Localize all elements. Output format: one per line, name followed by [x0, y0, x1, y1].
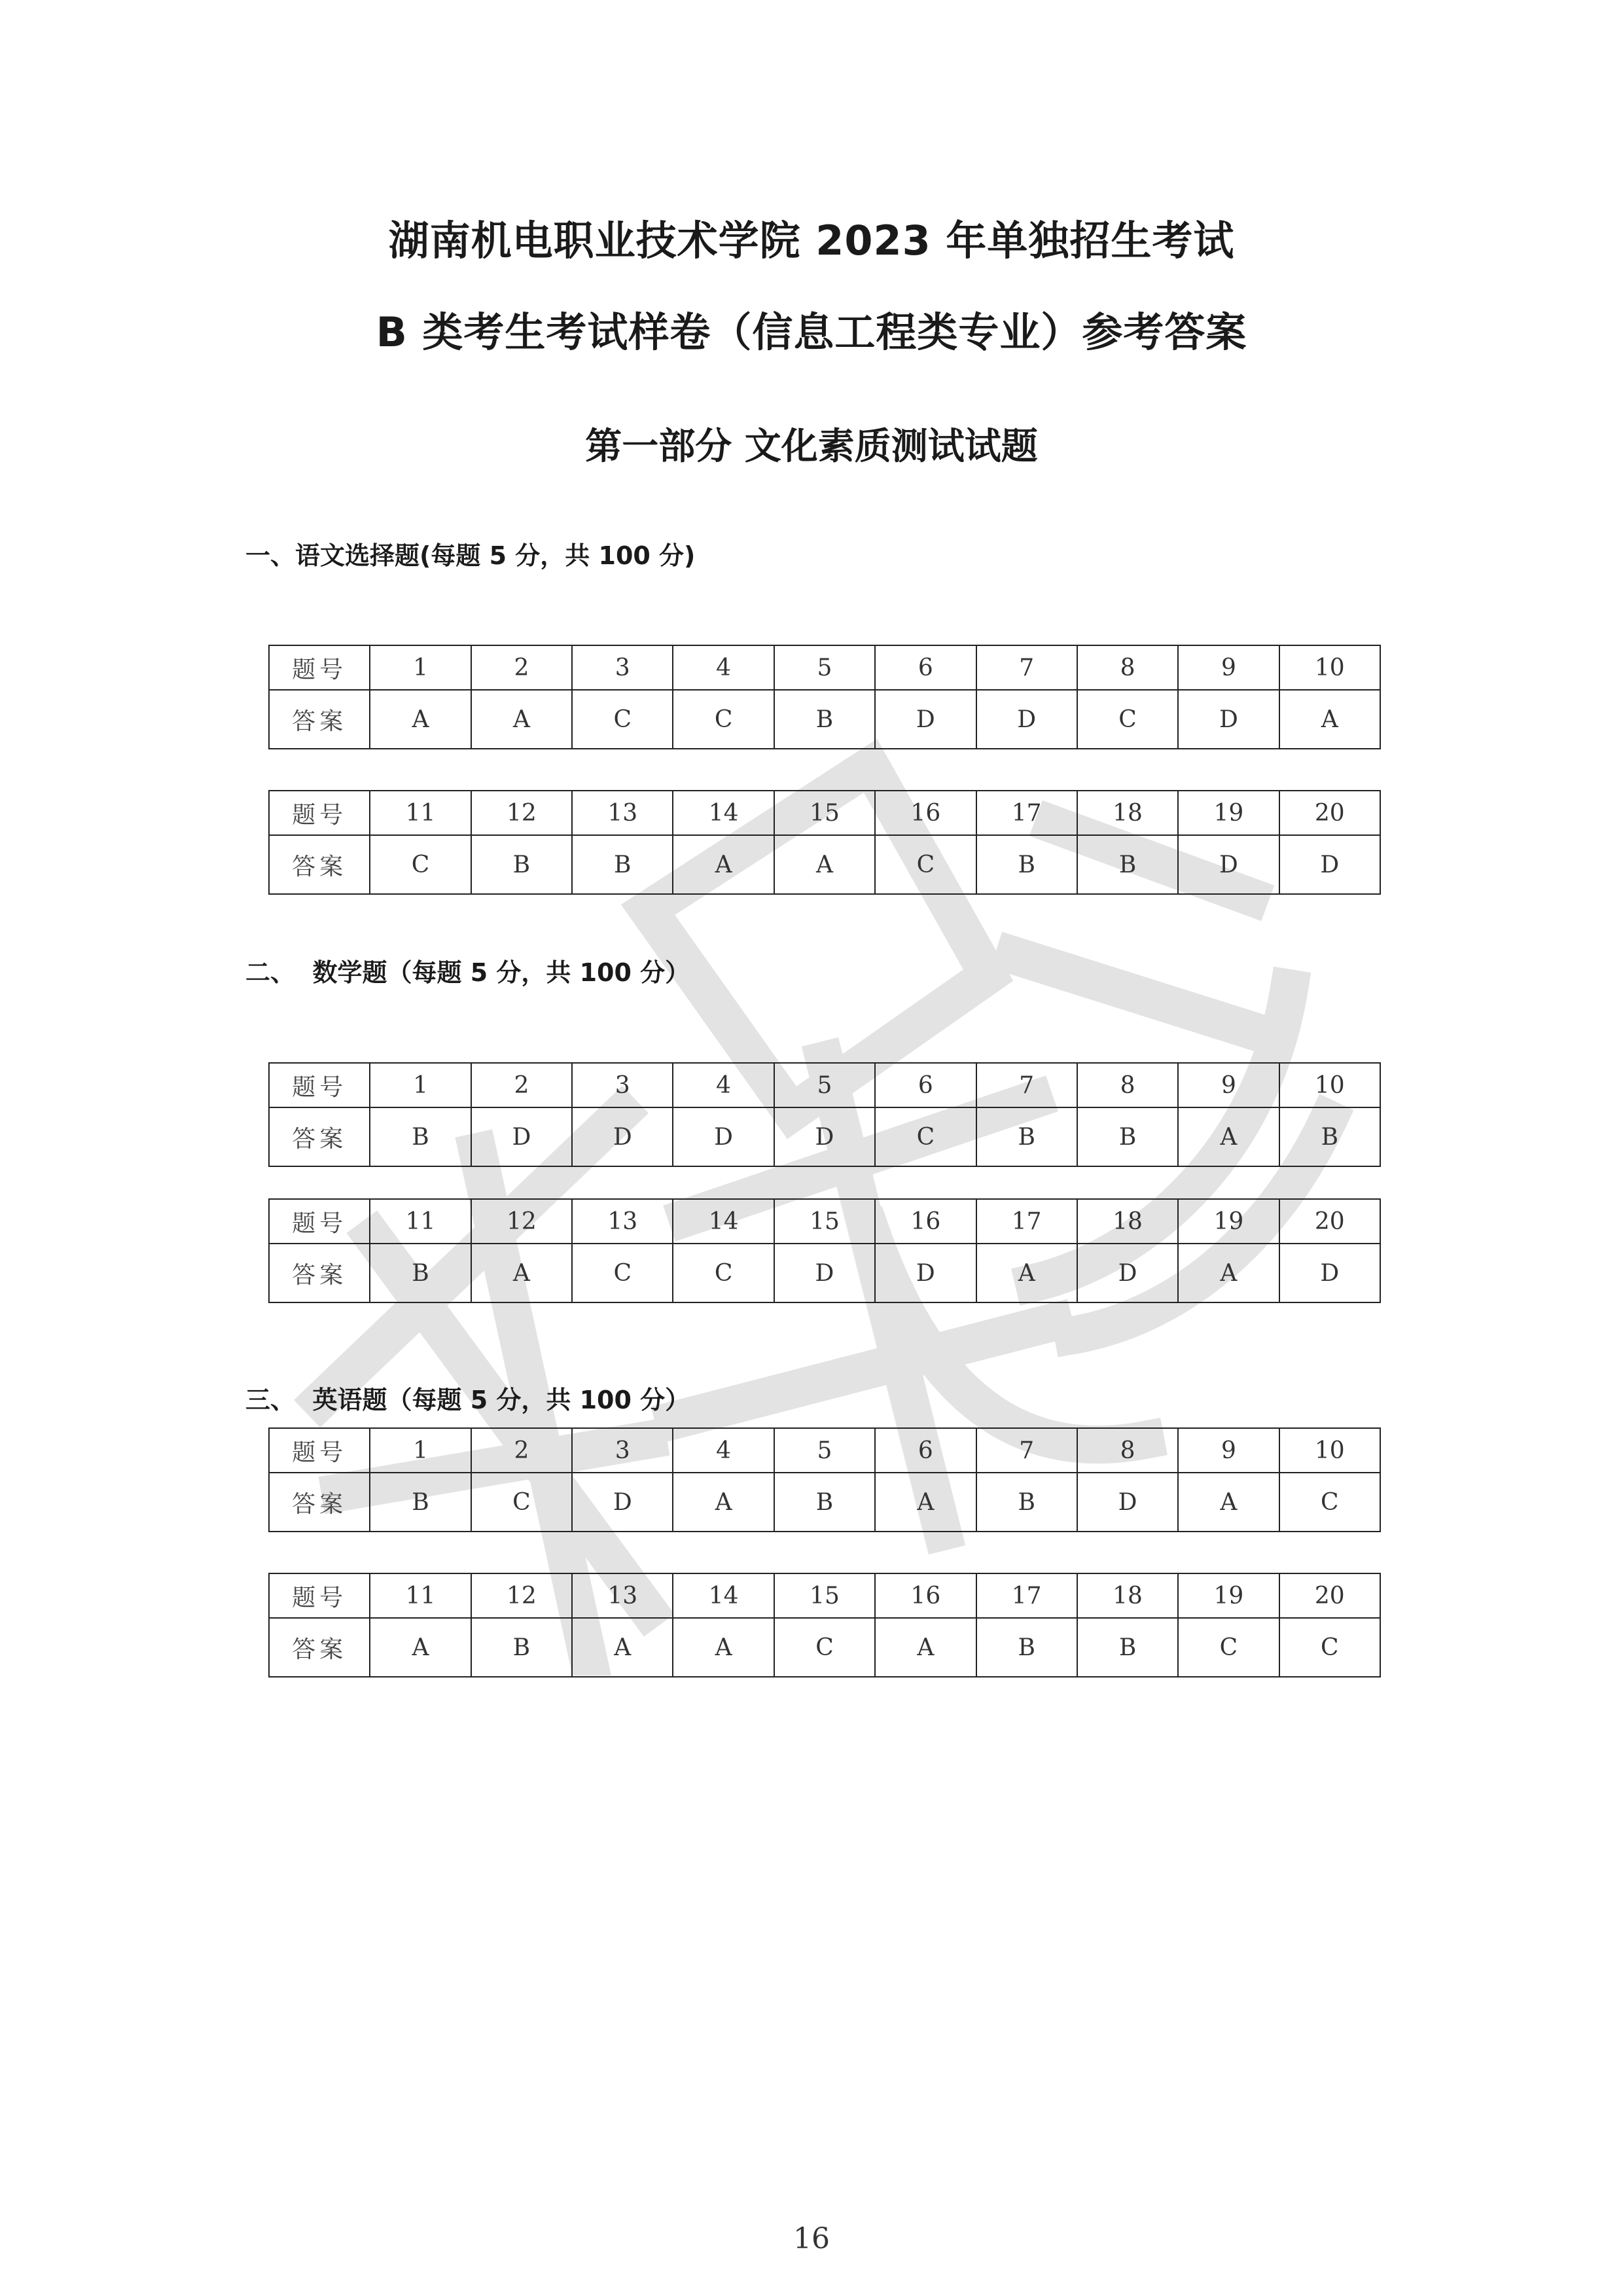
question-number-cell: 9 — [1178, 1428, 1279, 1473]
answer-cell: C — [673, 1244, 774, 1302]
question-number-cell: 17 — [976, 791, 1077, 835]
document-subtitle: B 类考生考试样卷（信息工程类专业）参考答案 — [376, 308, 1247, 356]
question-number-cell: 11 — [370, 1199, 471, 1244]
question-number-cell: 8 — [1077, 1428, 1178, 1473]
answer-row — [269, 1244, 1380, 1302]
answer-label: 答案 — [269, 1473, 370, 1532]
answer-cell: C — [572, 690, 673, 749]
question-number-cell: 13 — [572, 1199, 673, 1244]
answer-cell: B — [976, 1618, 1077, 1677]
section-heading-math: 二、 数学题（每题 5 分，共 100 分） — [245, 958, 690, 987]
answer-cell: A — [1178, 1244, 1279, 1302]
question-number-cell: 11 — [370, 791, 471, 835]
answer-cell: A — [673, 1618, 774, 1677]
answer-table — [268, 645, 1381, 749]
question-number-cell: 6 — [875, 1063, 976, 1107]
answer-cell: C — [471, 1473, 572, 1532]
answer-cell: B — [471, 1618, 572, 1677]
answer-cell: D — [875, 690, 976, 749]
answer-table — [268, 1198, 1381, 1303]
answer-cell: A — [471, 690, 572, 749]
document-title: 湖南机电职业技术学院 2023 年单独招生考试 — [388, 217, 1235, 264]
answer-label: 答案 — [269, 1244, 370, 1302]
question-number-cell: 6 — [875, 645, 976, 690]
question-number-cell: 13 — [572, 1573, 673, 1618]
question-number-cell: 10 — [1279, 645, 1380, 690]
answer-cell: D — [572, 1107, 673, 1166]
question-number-cell: 14 — [673, 791, 774, 835]
question-number-cell: 18 — [1077, 1573, 1178, 1618]
question-number-cell: 19 — [1178, 1199, 1279, 1244]
answer-cell: A — [370, 690, 471, 749]
answer-cell: D — [1077, 1244, 1178, 1302]
answer-cell: B — [1077, 1618, 1178, 1677]
question-number-cell: 12 — [471, 791, 572, 835]
question-number-cell: 15 — [774, 791, 875, 835]
question-number-cell: 7 — [976, 1428, 1077, 1473]
answer-cell: C — [1279, 1618, 1380, 1677]
question-number-cell: 19 — [1178, 791, 1279, 835]
answer-cell: B — [370, 1244, 471, 1302]
question-number-cell: 19 — [1178, 1573, 1279, 1618]
question-number-cell: 3 — [572, 1428, 673, 1473]
page-number: 16 — [793, 2222, 830, 2255]
answer-cell: B — [471, 835, 572, 894]
question-number-cell: 3 — [572, 645, 673, 690]
answer-table — [268, 790, 1381, 895]
question-number-cell: 12 — [471, 1573, 572, 1618]
question-number-cell: 8 — [1077, 1063, 1178, 1107]
answer-cell: D — [1279, 835, 1380, 894]
question-number-row — [269, 791, 1380, 835]
answer-cell: A — [774, 835, 875, 894]
question-number-cell: 14 — [673, 1573, 774, 1618]
question-number-cell: 6 — [875, 1428, 976, 1473]
question-number-cell: 11 — [370, 1573, 471, 1618]
question-number-cell: 17 — [976, 1573, 1077, 1618]
question-number-cell: 10 — [1279, 1428, 1380, 1473]
answer-cell: A — [673, 1473, 774, 1532]
answer-cell: A — [370, 1618, 471, 1677]
question-number-label: 题号 — [269, 1063, 370, 1107]
answer-table — [268, 1427, 1381, 1532]
question-number-cell: 5 — [774, 645, 875, 690]
answer-cell: D — [1178, 690, 1279, 749]
answer-cell: A — [1279, 690, 1380, 749]
question-number-cell: 9 — [1178, 645, 1279, 690]
answer-cell: B — [1077, 1107, 1178, 1166]
answer-cell: B — [1077, 835, 1178, 894]
question-number-row — [269, 1063, 1380, 1107]
part-title: 第一部分 文化素质测试试题 — [585, 425, 1038, 468]
answer-cell: B — [774, 1473, 875, 1532]
answer-cell: C — [1279, 1473, 1380, 1532]
answer-cell: C — [875, 835, 976, 894]
answer-cell: B — [976, 1473, 1077, 1532]
answer-cell: D — [471, 1107, 572, 1166]
question-number-cell: 14 — [673, 1199, 774, 1244]
question-number-cell: 3 — [572, 1063, 673, 1107]
question-number-cell: 20 — [1279, 1573, 1380, 1618]
answer-cell: B — [572, 835, 673, 894]
answer-cell: C — [875, 1107, 976, 1166]
question-number-cell: 10 — [1279, 1063, 1380, 1107]
answer-cell: D — [976, 690, 1077, 749]
question-number-label: 题号 — [269, 1428, 370, 1473]
answer-cell: A — [875, 1473, 976, 1532]
answer-cell: D — [774, 1107, 875, 1166]
question-number-cell: 7 — [976, 1063, 1077, 1107]
answer-row — [269, 690, 1380, 749]
answer-cell: A — [1178, 1473, 1279, 1532]
question-number-cell: 15 — [774, 1573, 875, 1618]
answer-table — [268, 1573, 1381, 1677]
question-number-cell: 16 — [875, 1573, 976, 1618]
answer-row — [269, 1473, 1380, 1532]
answer-cell: A — [976, 1244, 1077, 1302]
question-number-label: 题号 — [269, 645, 370, 690]
answer-cell: C — [774, 1618, 875, 1677]
answer-row — [269, 1618, 1380, 1677]
question-number-cell: 2 — [471, 1428, 572, 1473]
question-number-cell: 4 — [673, 1063, 774, 1107]
question-number-label: 题号 — [269, 1573, 370, 1618]
answer-cell: A — [471, 1244, 572, 1302]
answer-cell: A — [572, 1618, 673, 1677]
answer-cell: C — [1178, 1618, 1279, 1677]
answer-cell: D — [1077, 1473, 1178, 1532]
question-number-cell: 8 — [1077, 645, 1178, 690]
answer-cell: C — [370, 835, 471, 894]
question-number-cell: 12 — [471, 1199, 572, 1244]
answer-cell: B — [370, 1107, 471, 1166]
question-number-label: 题号 — [269, 1199, 370, 1244]
answer-cell: C — [673, 690, 774, 749]
question-number-cell: 16 — [875, 1199, 976, 1244]
question-number-row — [269, 645, 1380, 690]
question-number-row — [269, 1428, 1380, 1473]
question-number-cell: 20 — [1279, 1199, 1380, 1244]
answer-cell: D — [875, 1244, 976, 1302]
answer-cell: D — [1178, 835, 1279, 894]
answer-cell: D — [572, 1473, 673, 1532]
answer-label: 答案 — [269, 1107, 370, 1166]
question-number-cell: 13 — [572, 791, 673, 835]
answer-row — [269, 1107, 1380, 1166]
answer-cell: B — [976, 835, 1077, 894]
answer-cell: A — [673, 835, 774, 894]
question-number-cell: 18 — [1077, 1199, 1178, 1244]
question-number-cell: 5 — [774, 1063, 875, 1107]
question-number-cell: 16 — [875, 791, 976, 835]
question-number-cell: 4 — [673, 1428, 774, 1473]
answer-cell: B — [1279, 1107, 1380, 1166]
section-heading-english: 三、 英语题（每题 5 分，共 100 分） — [245, 1386, 690, 1414]
question-number-cell: 15 — [774, 1199, 875, 1244]
question-number-cell: 5 — [774, 1428, 875, 1473]
answer-cell: D — [774, 1244, 875, 1302]
question-number-row — [269, 1573, 1380, 1618]
answer-cell: A — [875, 1618, 976, 1677]
answer-cell: C — [572, 1244, 673, 1302]
answer-label: 答案 — [269, 1618, 370, 1677]
question-number-cell: 1 — [370, 1428, 471, 1473]
question-number-cell: 17 — [976, 1199, 1077, 1244]
question-number-cell: 18 — [1077, 791, 1178, 835]
question-number-cell: 1 — [370, 1063, 471, 1107]
answer-cell: B — [774, 690, 875, 749]
answer-table — [268, 1062, 1381, 1167]
answer-cell: B — [976, 1107, 1077, 1166]
answer-cell: D — [1279, 1244, 1380, 1302]
question-number-row — [269, 1199, 1380, 1244]
question-number-cell: 1 — [370, 645, 471, 690]
question-number-cell: 2 — [471, 1063, 572, 1107]
question-number-cell: 7 — [976, 645, 1077, 690]
section-heading-chinese: 一、语文选择题(每题 5 分，共 100 分) — [245, 541, 696, 570]
answer-label: 答案 — [269, 690, 370, 749]
answer-label: 答案 — [269, 835, 370, 894]
answer-cell: D — [673, 1107, 774, 1166]
answer-row — [269, 835, 1380, 894]
answer-cell: B — [370, 1473, 471, 1532]
question-number-cell: 4 — [673, 645, 774, 690]
question-number-cell: 20 — [1279, 791, 1380, 835]
question-number-cell: 2 — [471, 645, 572, 690]
answer-cell: C — [1077, 690, 1178, 749]
answer-cell: A — [1178, 1107, 1279, 1166]
question-number-cell: 9 — [1178, 1063, 1279, 1107]
question-number-label: 题号 — [269, 791, 370, 835]
